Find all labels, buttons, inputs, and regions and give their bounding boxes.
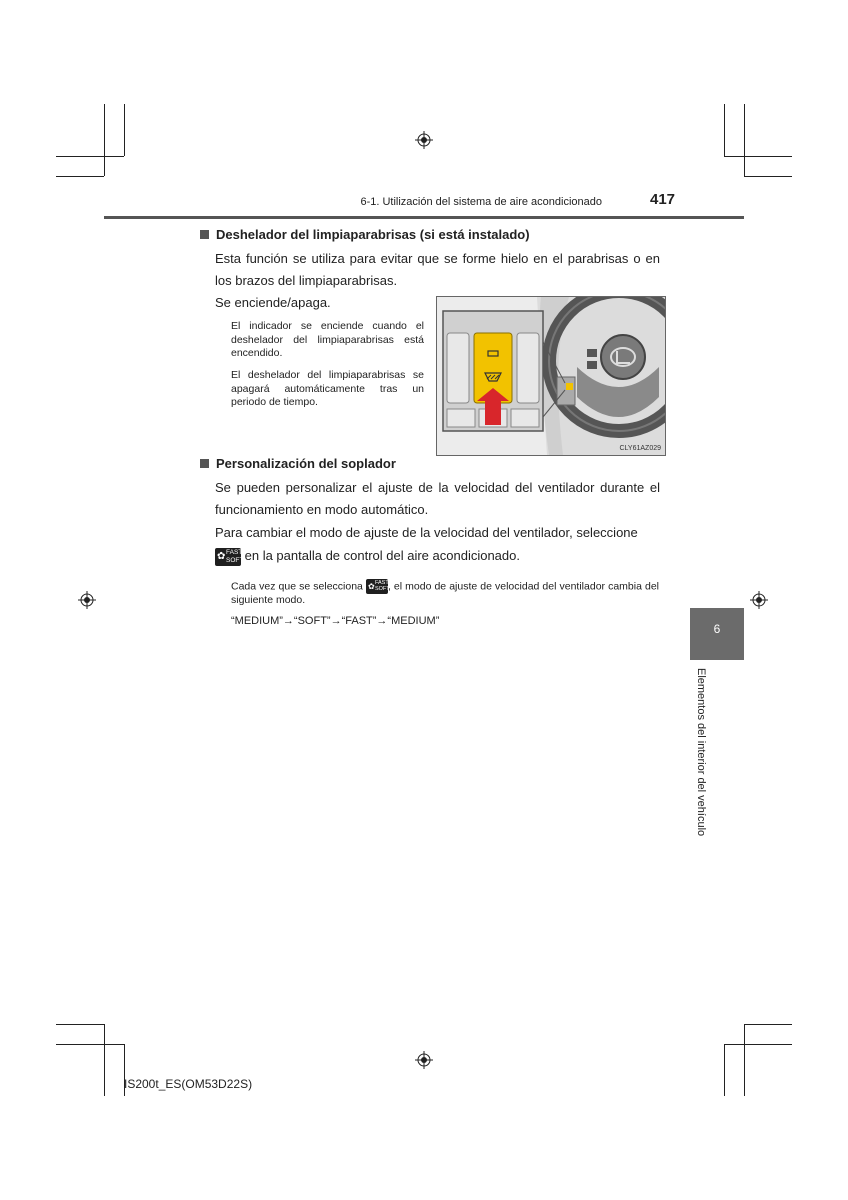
crop-mark — [56, 176, 104, 177]
registration-mark-icon — [78, 591, 96, 609]
fast-soft-fan-icon: ✿ FAST SOFT — [367, 580, 390, 592]
deicer-intro-paragraph: Esta función se utiliza para evitar que se forme hielo en el parabrisas o en los brazos del limpiaparabrisas. — [215, 251, 660, 288]
crop-mark — [724, 1044, 792, 1045]
crop-mark — [744, 104, 745, 176]
registration-mark-icon — [750, 591, 768, 609]
crop-mark — [104, 104, 105, 176]
crop-mark — [124, 104, 125, 156]
crop-mark — [724, 104, 725, 156]
fast-soft-fan-icon: ✿ FAST SOFT — [217, 548, 244, 564]
crop-mark — [56, 156, 124, 157]
mode-sequence: “MEDIUM”→“SOFT”→“FAST”→“MEDIUM” — [231, 615, 440, 627]
blower-change-text: en la pantalla de control del aire acondicionado. — [244, 548, 520, 563]
bullet-square-icon — [200, 230, 209, 239]
blower-change-paragraph: Para cambiar el modo de ajuste de la velocidad del ventilador, seleccione — [215, 525, 638, 540]
blower-change-paragraph-cont — [215, 545, 660, 567]
section-heading-wiper-deicer — [200, 227, 530, 242]
blower-intro-paragraph: Se pueden personalizar el ajuste de la velocidad del ventilador durante el funcionamiento en modo automático. — [215, 480, 660, 517]
crop-mark — [724, 1044, 725, 1096]
crop-mark — [744, 1024, 745, 1096]
crop-mark — [744, 1024, 792, 1025]
heading-text: Deshelador del limpiaparabrisas (si está instalado) — [216, 227, 530, 242]
crop-mark — [104, 1024, 105, 1096]
note-auto-off: El deshelador del limpiaparabrisas se apagará automáticamente tras un periodo de tiempo. — [231, 369, 424, 408]
footer-document-code: IS200t_ES(OM53D22S) — [124, 1077, 253, 1091]
note-mode-cycle: Cada vez que se selecciona ✿ FAST SOFT , el modo de ajuste de velocidad del ventilador cambia del siguiente modo. — [231, 580, 659, 606]
note-indicator: El indicador se enciende cuando el deshelador del limpiaparabrisas está encendido. — [231, 320, 424, 359]
crop-mark — [56, 1024, 104, 1025]
running-header-title: 6-1. Utilización del sistema de aire acondicionado — [360, 196, 602, 208]
page-number: 417 — [650, 191, 676, 208]
deicer-switch-illustration — [436, 296, 666, 456]
crop-mark — [56, 1044, 124, 1045]
chapter-title-vertical: Elementos del interior del vehículo — [695, 668, 707, 837]
dashboard-illustration — [437, 297, 665, 455]
crop-mark — [744, 176, 792, 177]
chapter-number: 6 — [713, 622, 721, 636]
heading-text: Personalización del soplador — [216, 456, 396, 471]
header-rule — [104, 216, 744, 219]
section-heading-blower-customization — [200, 456, 396, 471]
chapter-tab — [690, 608, 744, 660]
figure-code-label: CLY61AZ029 — [619, 445, 661, 452]
bullet-square-icon — [200, 459, 209, 468]
crop-mark — [724, 156, 792, 157]
switch-caption: Se enciende/apaga. — [215, 295, 331, 310]
registration-mark-icon — [415, 1051, 433, 1069]
registration-mark-icon — [415, 131, 433, 149]
